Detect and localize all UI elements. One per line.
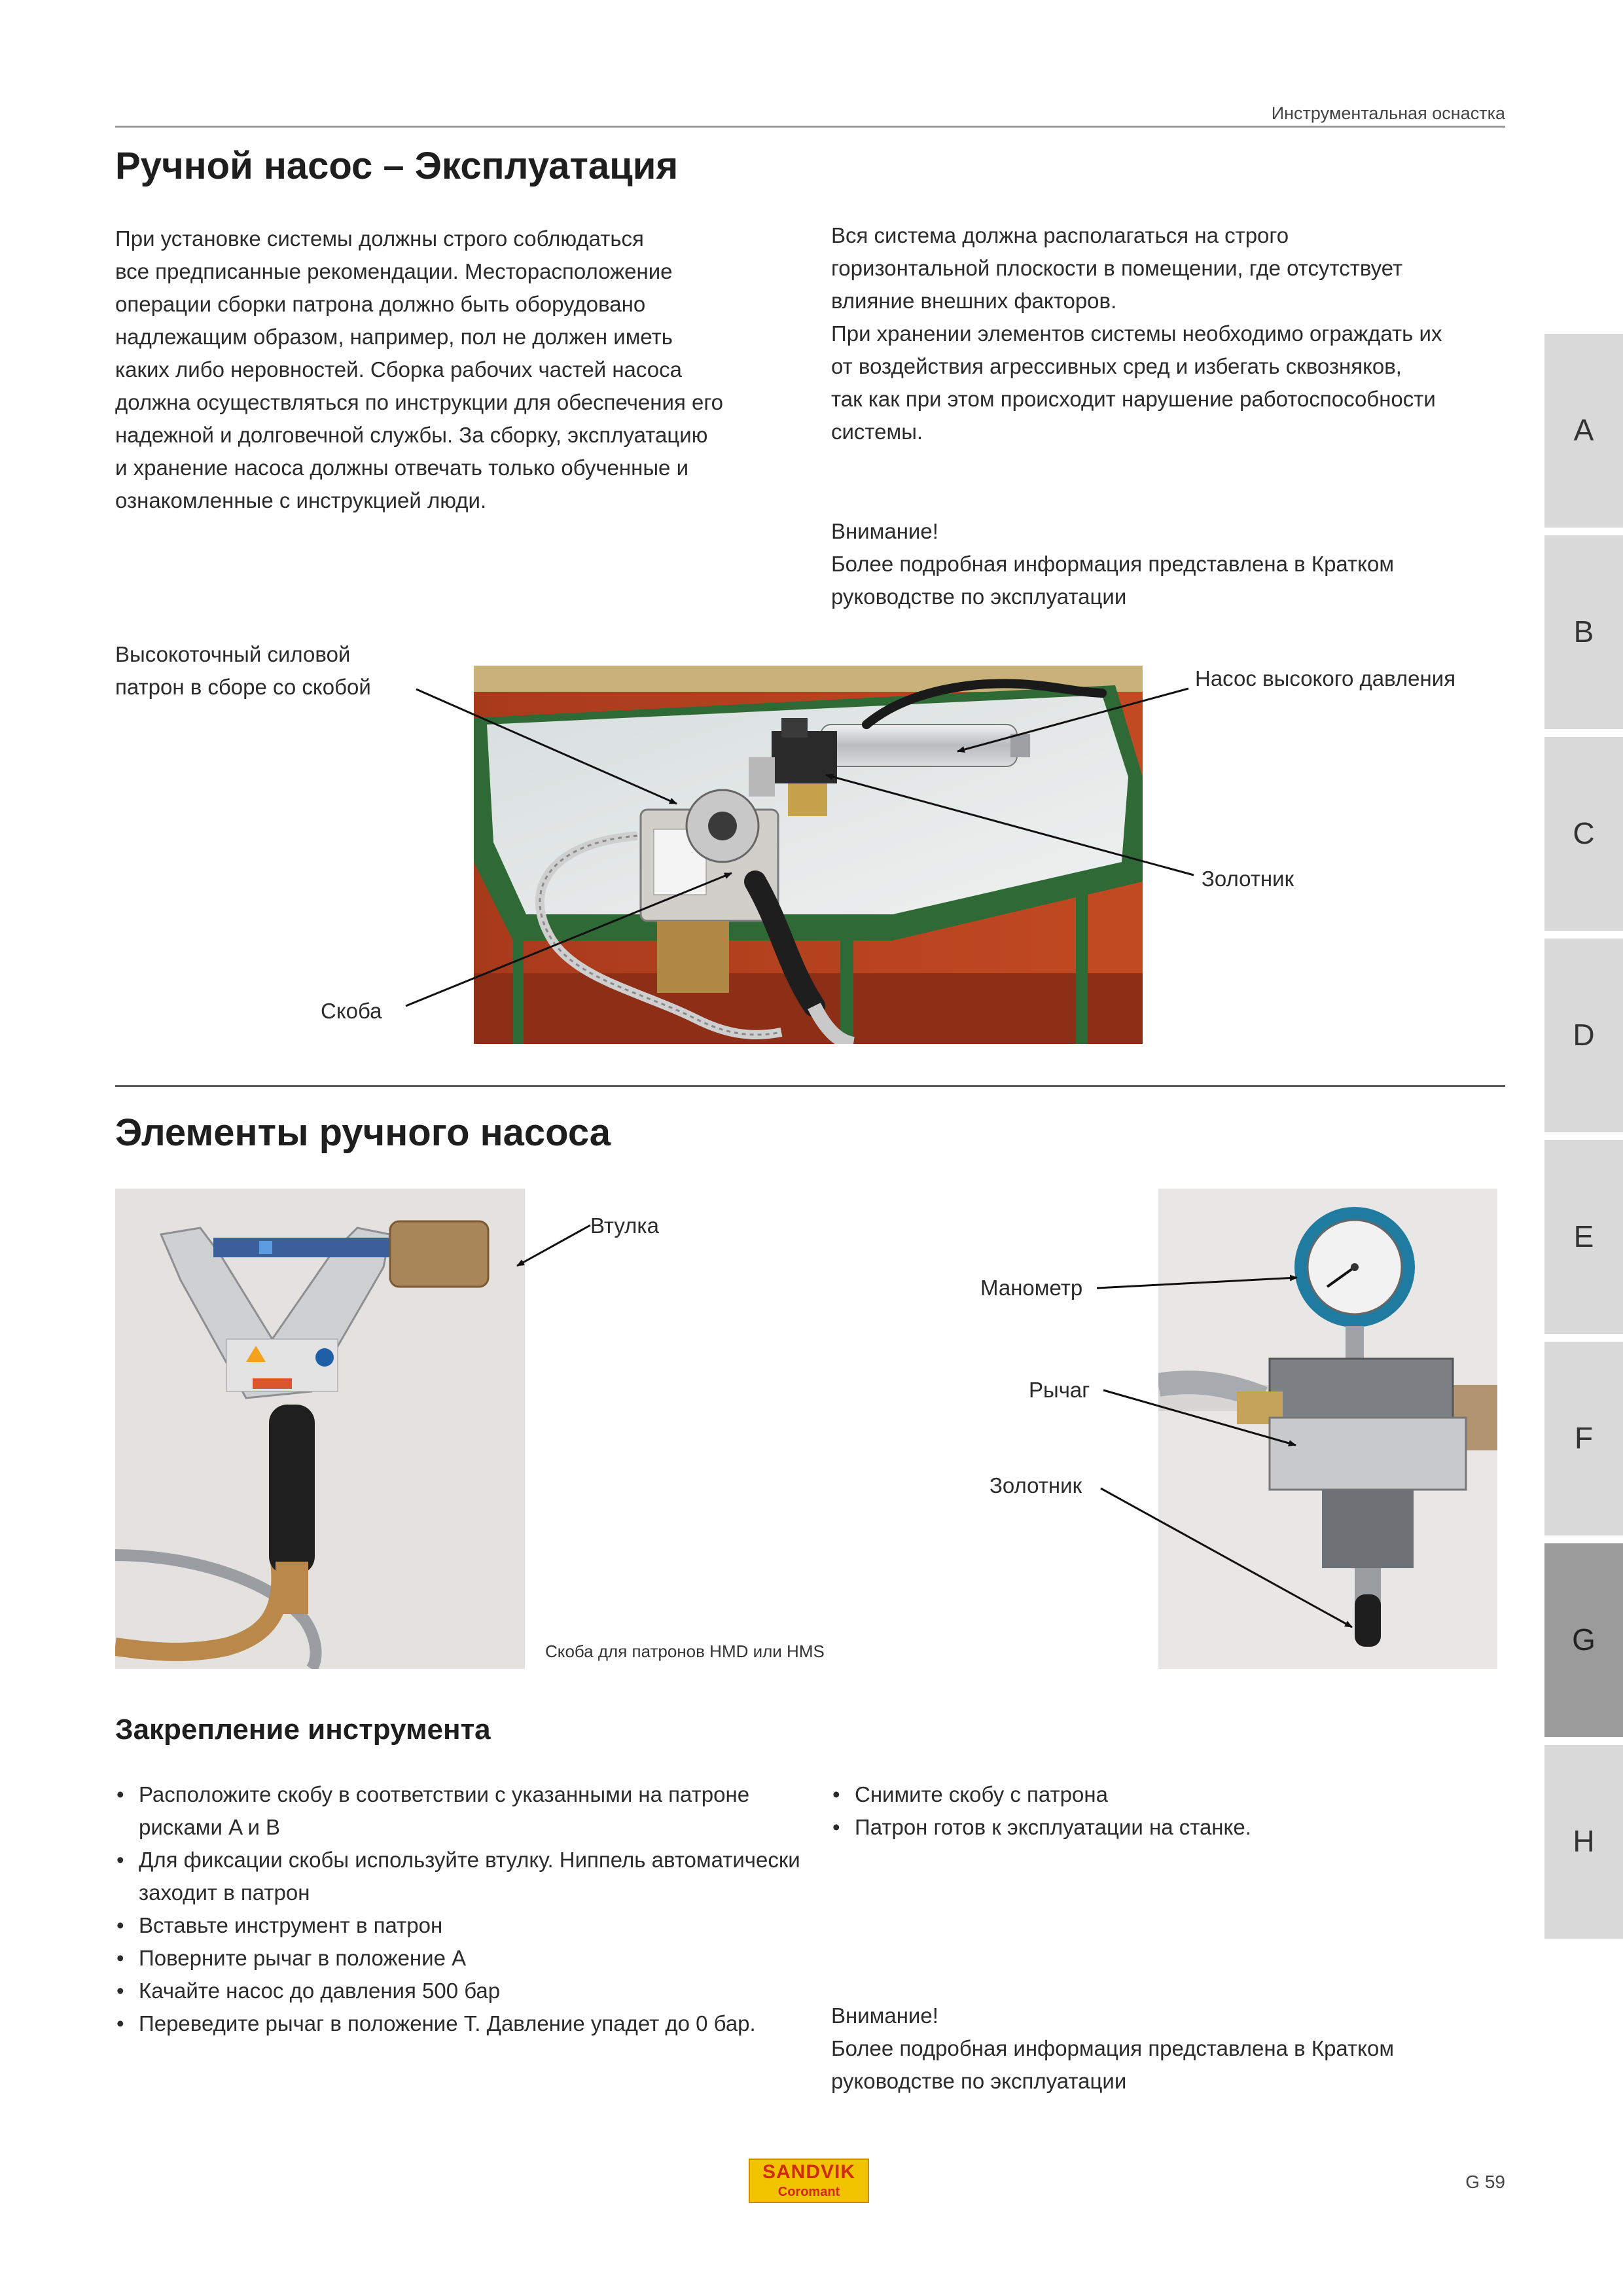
side-tab-g[interactable] [1544,1543,1623,1741]
logo-subtext: Coromant [777,2185,840,2199]
side-tab-c[interactable] [1544,737,1623,935]
side-tab-f[interactable] [1544,1342,1623,1539]
text-line: от воздействия агрессивных сред и избегать сквозняков, [831,354,1402,378]
clamp-photo [115,1189,525,1669]
text-line: При хранении элементов системы необходимо ограждать их [831,321,1442,346]
callout-sleeve: Втулка [590,1213,659,1238]
tab-letter: A [1573,413,1594,447]
attention-note-1 [831,515,1512,613]
text-line: должна осуществляться по инструкции для обеспечения его [115,390,723,414]
operation-text-col1 [115,223,796,517]
tab-letter: G [1572,1623,1596,1657]
text-line: все предписанные рекомендации. Месторасположение [115,259,673,283]
callout-lever: Рычаг [1029,1378,1090,1402]
callout-gauge: Манометр [980,1276,1083,1300]
running-title: Инструментальная оснастка [1271,103,1505,123]
pump-assembly-photo [474,666,1143,1044]
text-line: надлежащим образом, например, пол не должен иметь [115,325,673,349]
logo-text: SANDVIK [762,2161,855,2183]
section-divider [115,1085,1505,1087]
note-line: Более подробная информация представлена в Кратком [831,552,1395,576]
text-line: Вся система должна располагаться на строго [831,223,1289,247]
text-line: ознакомленные с инструкцией люди. [115,488,487,512]
list-item: • Поверните рычаг в положение A [115,1942,809,1975]
callout-spool-2: Золотник [990,1473,1082,1498]
callout-pump: Насос высокого давления [1195,666,1456,691]
callout-line: патрон в сборе со скобой [115,675,371,699]
clamp-caption: Скоба для патронов HMD или HMS [545,1641,825,1661]
tab-letter: H [1573,1824,1595,1858]
note-line: руководстве по эксплуатации [831,2069,1127,2093]
text-line: надежной и долговечной службы. За сборку, эксплуатацию [115,423,708,447]
tab-letter: E [1573,1219,1594,1253]
section-title-clamping: Закрепление инструмента [115,1713,491,1746]
attention-note-2 [831,2000,1512,2098]
callout-chuck [115,638,455,704]
clamping-steps-left [115,1778,809,2040]
text-line: горизонтальной плоскости в помещении, где отсутствует [831,256,1403,280]
section-title-operation: Ручной насос – Эксплуатация [115,145,679,187]
note-line: руководстве по эксплуатации [831,584,1127,609]
tab-letter: F [1574,1421,1594,1455]
text-line: влияние внешних факторов. [831,289,1117,313]
side-tab-d[interactable] [1544,939,1623,1136]
list-item: • Вставьте инструмент в патрон [115,1909,809,1942]
text-line: операции сборки патрона должно быть оборудовано [115,292,646,316]
sandvik-logo [749,2159,869,2203]
callout-spool: Золотник [1202,867,1294,891]
pump-valve-photo [1158,1189,1497,1669]
note-title: Внимание! [831,2003,938,2028]
note-line: Более подробная информация представлена в Кратком [831,2036,1395,2060]
text-line: каких либо неровностей. Сборка рабочих частей насоса [115,357,682,382]
list-item: • Расположите скобу в соответствии с указанными на патроне рисками A и B [115,1778,809,1844]
side-tab-e[interactable] [1544,1140,1623,1338]
list-item: • Патрон готов к эксплуатации на станке. [831,1811,1512,1844]
top-rule [115,126,1505,128]
text-line: и хранение насоса должны отвечать только обученные и [115,456,689,480]
tab-letter: B [1573,615,1594,649]
operation-text-col2 [831,219,1512,448]
side-tab-a[interactable] [1544,334,1623,531]
list-item: • Снимите скобу с патрона [831,1778,1512,1811]
text-line: так как при этом происходит нарушение работоспособности [831,387,1436,411]
page-number: G 59 [1465,2172,1505,2192]
list-item: • Для фиксации скобы используйте втулку. Ниппель автоматически заходит в патрон [115,1844,809,1909]
clamping-steps-right [831,1778,1512,1844]
side-tab-b[interactable] [1544,535,1623,733]
side-tab-h[interactable] [1544,1745,1623,1943]
callout-line: Высокоточный силовой [115,642,351,666]
callout-clamp: Скоба [321,999,382,1023]
leader-sleeve [517,1225,590,1266]
text-line: При установке системы должны строго соблюдаться [115,226,644,251]
note-title: Внимание! [831,519,938,543]
text-line: системы. [831,420,923,444]
section-title-elements: Элементы ручного насоса [115,1111,611,1154]
list-item: • Переведите рычаг в положение T. Давление упадет до 0 бар. [115,2007,809,2040]
tab-letter: C [1573,816,1595,850]
tab-letter: D [1573,1018,1595,1052]
list-item: • Качайте насос до давления 500 бар [115,1975,809,2007]
